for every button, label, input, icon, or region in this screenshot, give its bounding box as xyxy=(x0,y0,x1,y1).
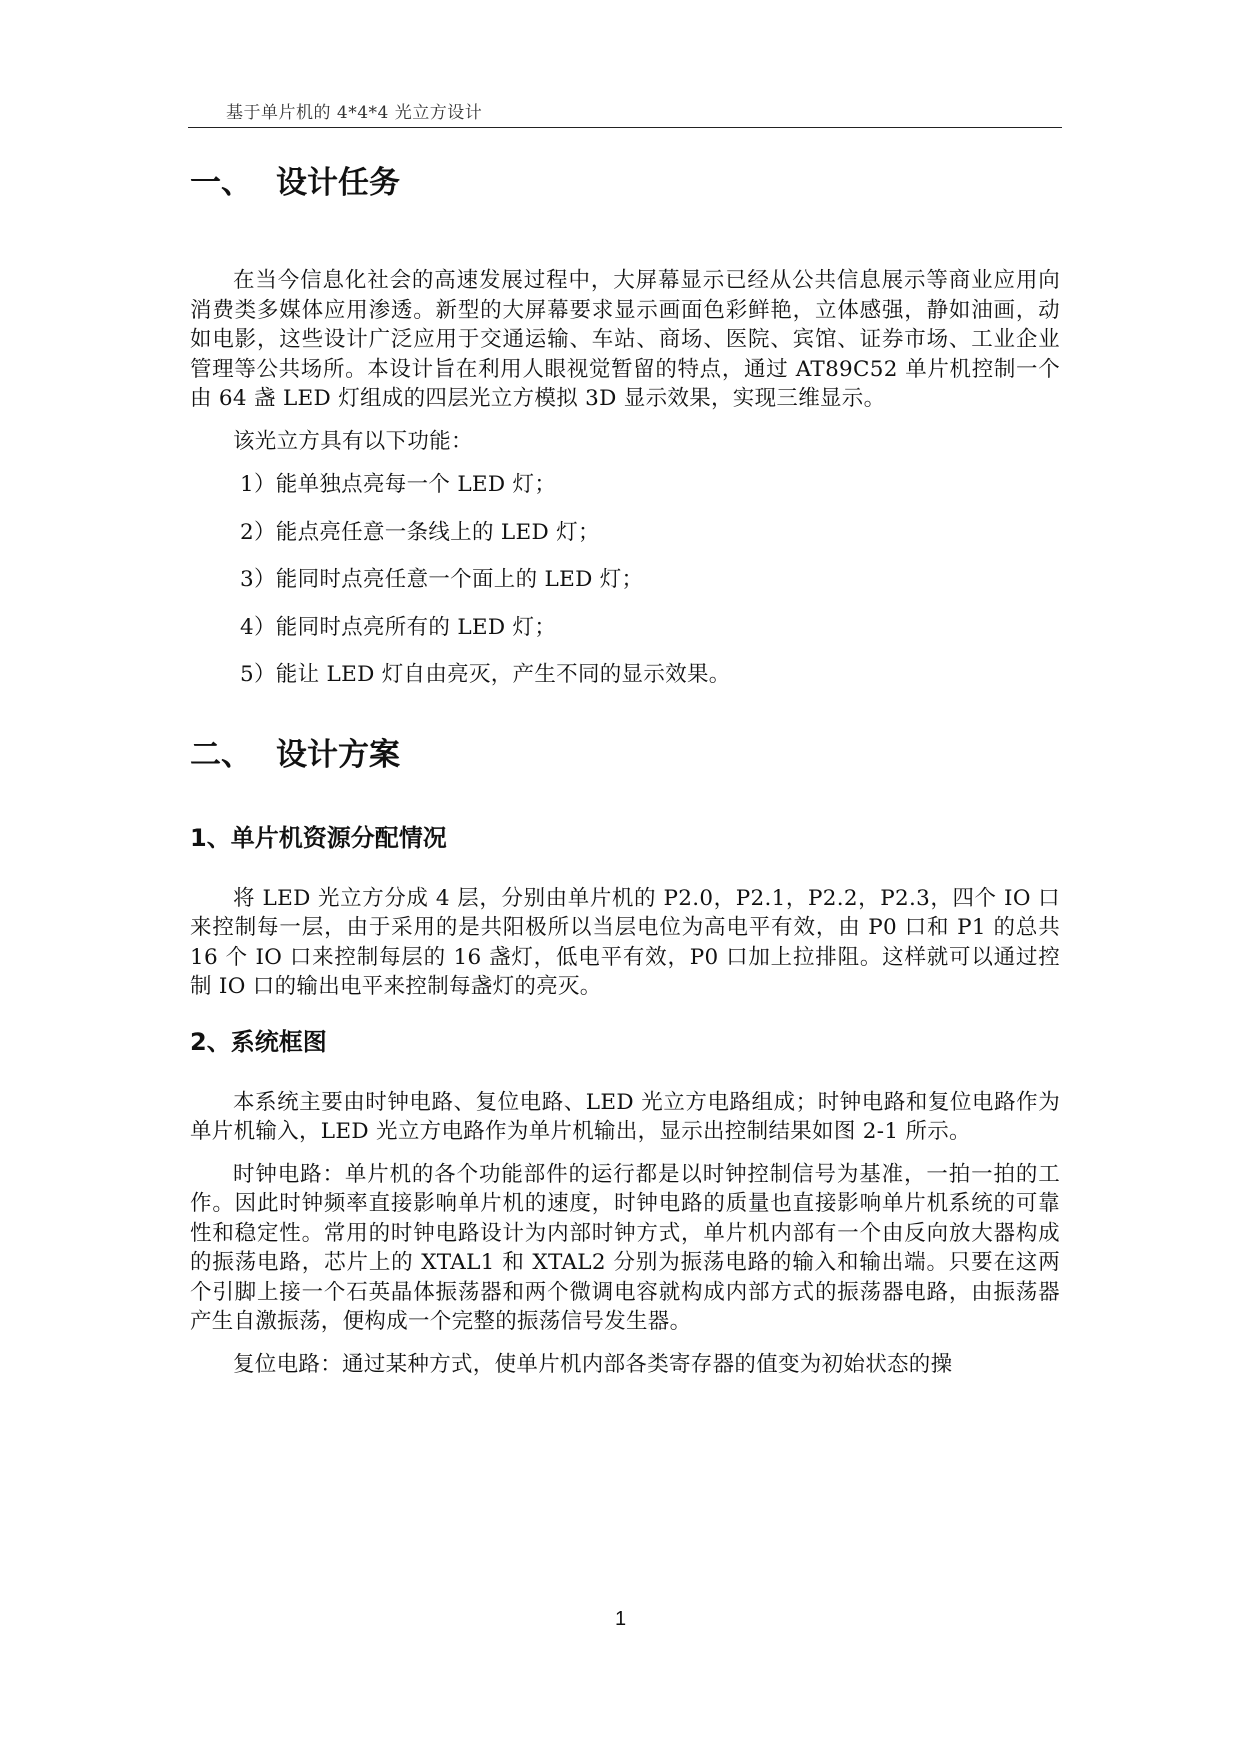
feature-item-1: 1）能单独点亮每一个 LED 灯； xyxy=(240,472,557,497)
subsection-2-paragraph-2: 时钟电路：单片机的各个功能部件的运行都是以时钟控制信号为基准，一拍一拍的工作。因此时钟频率直接影响单片机的速度，时钟电路的质量也直接影响单片机系统的可靠性和稳定性。常用的时钟电路设计为内部时钟方式，单片机内部有一个由反向放大器构成的振荡电路，芯片上的 XTAL1 和 XTAL2 分别为振荡电路的输入和输出端。只要在这两个引脚上接一个石英晶体振荡器和两个微调电容就构成内部方式的振荡器电路，由振荡器产生自激振荡，便构成一个完整的振荡信号发生器。 xyxy=(190,1161,1060,1334)
page-content xyxy=(190,160,1060,1379)
section-2-number: 二、 xyxy=(190,736,252,773)
section-1-intro: 在当今信息化社会的高速发展过程中，大屏幕显示已经从公共信息展示等商业应用向 消费类多媒体应用渗透。新型的大屏幕要求显示画面色彩鲜艳，立体感强，静如油画，动如电影，这些设计广泛应用于交通运输、车站、商场、医院、宾馆、证券市场、工业企业管理等公共场所。本设计旨在利用人眼视觉暂留的特点，通过 AT89C52 单片机控制一个由 64 盏 LED 灯组成的四层光立方模拟 3D 显示效果，实现三维显示。 xyxy=(190,268,1060,411)
feature-item-2: 2）能点亮任意一条线上的 LED 灯； xyxy=(240,519,600,545)
page-number: 1 xyxy=(614,1608,627,1630)
header-title: 基于单片机的 4*4*4 光立方设计 xyxy=(226,103,483,123)
section-1-heading xyxy=(190,160,1060,206)
subsection-1-text: 将 LED 光立方分成 4 层，分别由单片机的 P2.0，P2.1，P2.2，P2.3，四个 IO 口来控制每一层，由于采用的是共阳极所以当层电位为高电平有效，由 P0 口和 P1 的总共 16 个 IO 口来控制每层的 16 盏灯，低电平有效，P0 口加上拉排阻。这样就可以通过控制 IO 口的输出电平来控制每盏灯的亮灭。 xyxy=(190,885,1060,999)
subsection-2-paragraph-1: 本系统主要由时钟电路、复位电路、LED 光立方电路组成；时钟电路和复位电路作为单片机输入，LED 光立方电路作为单片机输出，显示出控制结果如图 2-1 所示。 xyxy=(190,1089,1060,1144)
section-2-heading xyxy=(190,732,1060,778)
feature-item-4: 4）能同时点亮所有的 LED 灯； xyxy=(240,614,557,640)
subsection-2-paragraph-3: 复位电路：通过某种方式，使单片机内部各类寄存器的值变为初始状态的操 xyxy=(233,1351,953,1377)
section-2-title: 设计方案 xyxy=(276,736,400,773)
section-1-number: 一、 xyxy=(190,165,252,201)
feature-item-3: 3）能同时点亮任意一个面上的 LED 灯； xyxy=(240,567,644,592)
subsection-2-heading: 2、系统框图 xyxy=(190,1027,327,1056)
section-1-title: 设计任务 xyxy=(276,165,400,201)
features-intro: 该光立方具有以下功能： xyxy=(233,428,473,454)
page-header xyxy=(188,98,1062,128)
subsection-1-heading: 1、单片机资源分配情况 xyxy=(190,823,447,852)
feature-item-5: 5）能让 LED 灯自由亮灭，产生不同的显示效果。 xyxy=(240,662,731,687)
